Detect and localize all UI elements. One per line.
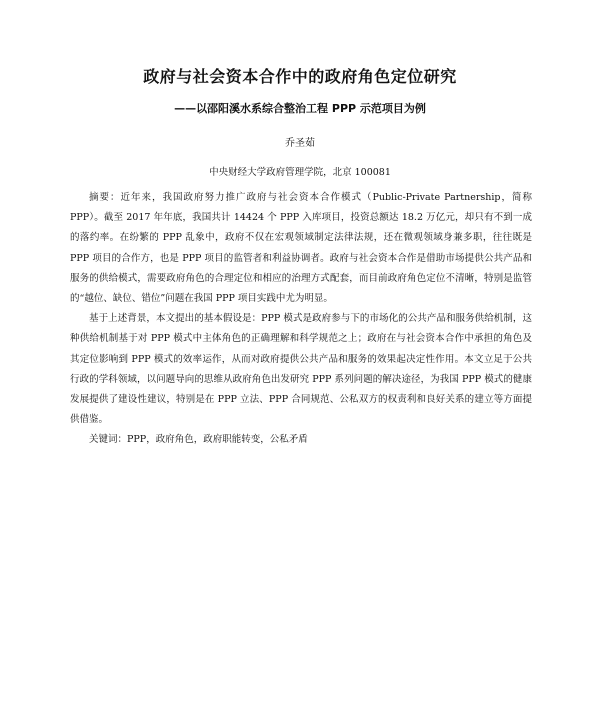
- abstract-text-1: 近年来，我国政府努力推广政府与社会资本合作模式（Public-Private Partnership，简称 PPP）。截至 2017 年年底，我国共计 14424 个 PPP 入库项目，投资总额达 18.2 万亿元，却只有不到一成的落约率。在纷繁的 PPP 乱象中，政府不仅在宏观领域制定法律法规，还在微观领域身兼多职，往往既是 PPP 项目的合作方，也是 PPP 项目的监管者和利益协调者。政府与社会资本合作是借助市场提供公共产品和服务的供给模式，需要政府角色的合理定位和相应的治理方式配套，而目前政府角色定位不清晰，特别是监管的“越位、缺位、错位”问题在我国 PPP 项目实践中尤为明显。: [70, 192, 532, 305]
- abstract-label: 摘要：: [89, 192, 121, 203]
- author-affiliation: 中央财经大学政府管理学院，北京 100081: [209, 167, 391, 178]
- abstract-section: [70, 188, 532, 451]
- abstract-paragraph-1: [70, 188, 532, 309]
- keywords-text: PPP，政府角色，政府职能转变，公私矛盾: [127, 434, 308, 446]
- keywords-line: [70, 430, 532, 450]
- author-name: 乔圣茹: [285, 138, 315, 149]
- abstract-text-2: 基于上述背景，本文提出的基本假设是：PPP 模式是政府参与下的市场化的公共产品和服务供给机制，这种供给机制基于对 PPP 模式中主体角色的正确理解和科学规范之上；政府在与社会资本合作中承担的角色及其定位影响到 PPP 模式的效率运作，从而对政府提供公共产品和服务的效果起决定性作用。本文立足于公共行政的学科领域，以问题导向的思维从政府角色出发研究 PPP 系列问题的解决途径，为我国 PPP 模式的健康发展提供了建设性建议，特别是在 PPP 立法、PPP 合同规范、公私双方的权责利和良好关系的建立等方面提供借鉴。: [70, 313, 532, 426]
- paper-subtitle: ——以邵阳溪水系综合整治工程 PPP 示范项目为例: [174, 102, 426, 115]
- keywords-label: 关键词：: [89, 434, 128, 446]
- abstract-paragraph-2: [70, 309, 532, 430]
- paper-title: 政府与社会资本合作中的政府角色定位研究: [143, 67, 457, 86]
